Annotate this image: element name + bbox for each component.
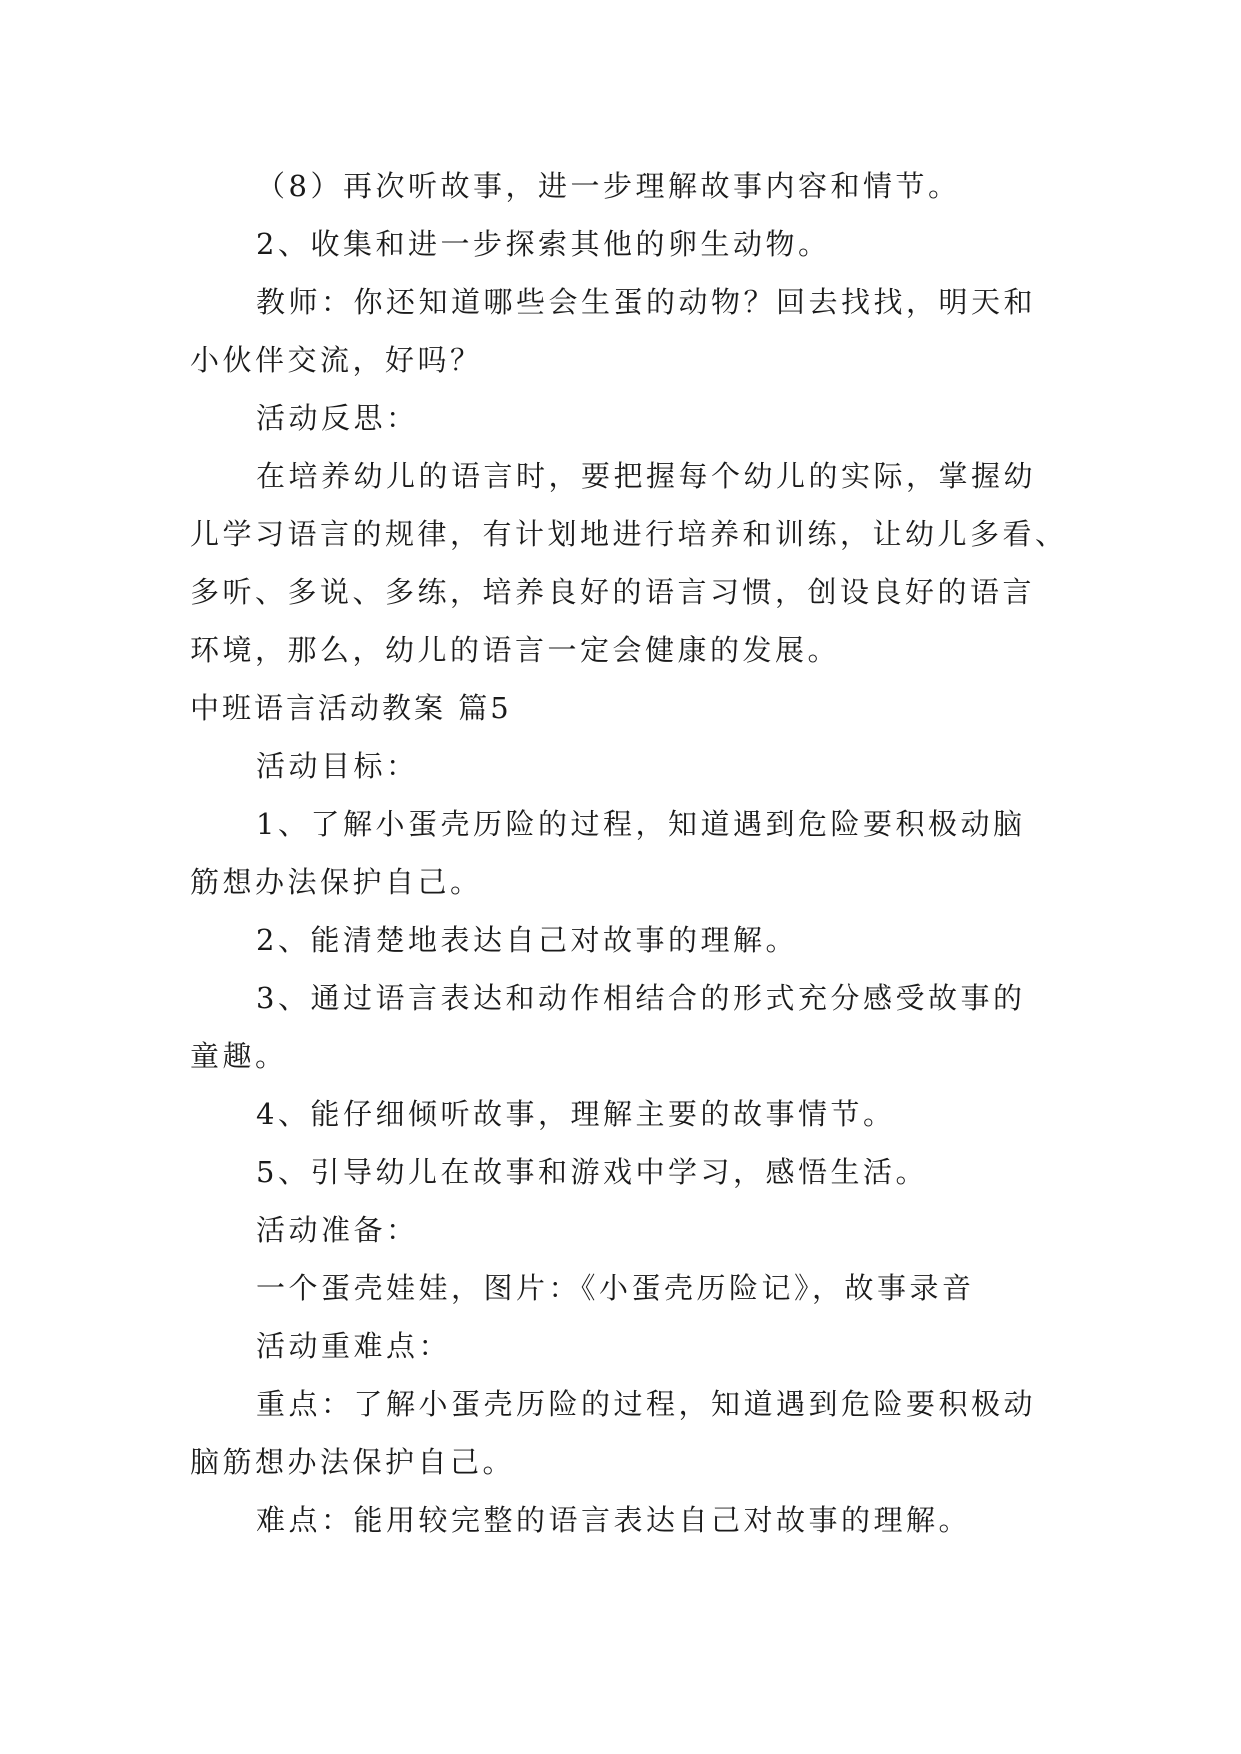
section-heading: 中班语言活动教案 篇5 [190,691,512,725]
text-line: 重点：了解小蛋壳历险的过程，知道遇到危险要积极动 [256,1387,1037,1421]
document-page [190,157,1068,1549]
text-line: 2、收集和进一步探索其他的卵生动物。 [256,227,831,261]
text-line: 活动准备： [256,1213,419,1247]
text-line: 在培养幼儿的语言时，要把握每个幼儿的实际，掌握幼 [256,459,1037,493]
text-line: 筋想办法保护自己。 [190,865,483,899]
text-line: 1、了解小蛋壳历险的过程，知道遇到危险要积极动脑 [256,807,1026,841]
text-line: 4、能仔细倾听故事，理解主要的故事情节。 [256,1097,896,1131]
text-line: 多听、多说、多练，培养良好的语言习惯，创设良好的语言 [190,575,1036,609]
text-line: （8）再次听故事，进一步理解故事内容和情节。 [256,169,961,203]
text-line: 脑筋想办法保护自己。 [190,1445,516,1479]
text-line: 活动反思： [256,401,419,435]
text-line: 活动重难点： [256,1329,452,1363]
text-line: 2、能清楚地表达自己对故事的理解。 [256,923,798,957]
text-line: 3、通过语言表达和动作相结合的形式充分感受故事的 [256,981,1026,1015]
text-line: 小伙伴交流，好吗？ [190,343,483,377]
text-line: 活动目标： [256,749,419,783]
text-line: 5、引导幼儿在故事和游戏中学习，感悟生活。 [256,1155,928,1189]
text-line: 童趣。 [190,1039,288,1073]
text-line: 环境，那么，幼儿的语言一定会健康的发展。 [190,633,841,667]
text-line: 儿学习语言的规律，有计划地进行培养和训练，让幼儿多看、 [190,517,1068,551]
text-line: 一个蛋壳娃娃，图片：《小蛋壳历险记》，故事录音 [256,1271,975,1305]
text-line: 难点：能用较完整的语言表达自己对故事的理解。 [256,1503,972,1537]
text-line: 教师：你还知道哪些会生蛋的动物？回去找找，明天和 [256,285,1037,319]
